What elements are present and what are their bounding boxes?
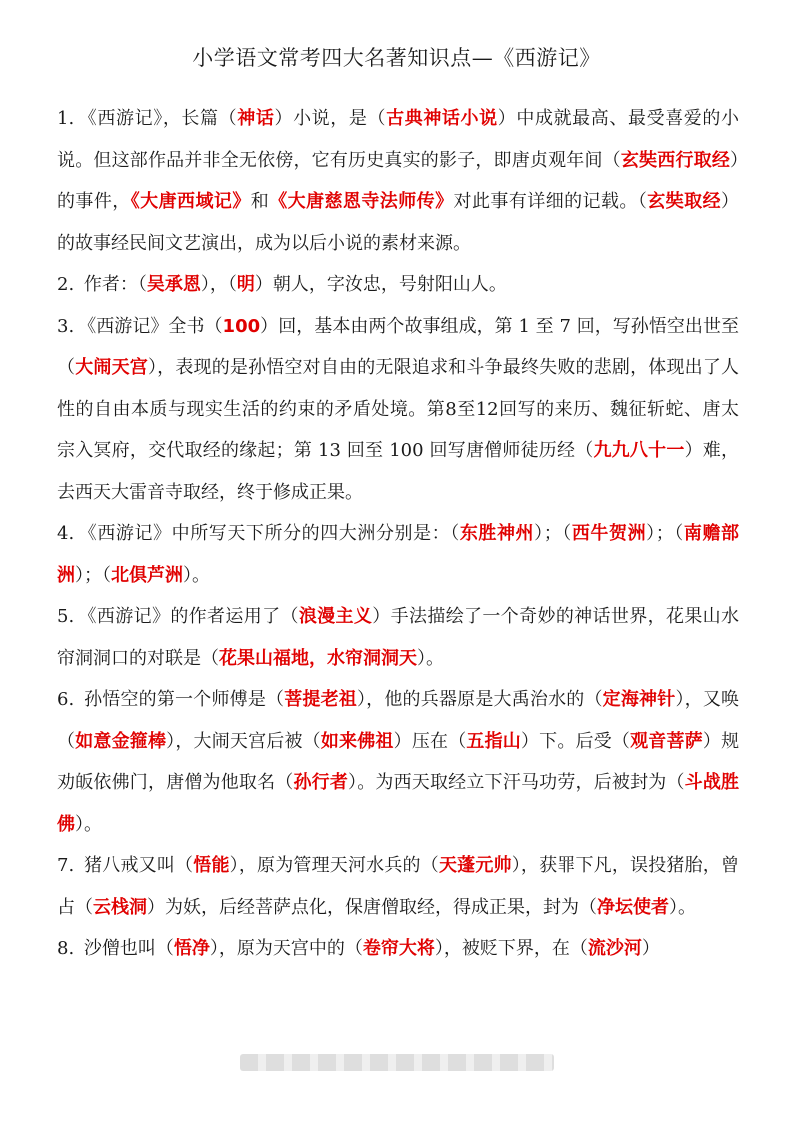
answer-text: 北俱芦洲 — [111, 564, 183, 586]
body-text: 《西游记》，长篇（ — [78, 108, 238, 129]
body-text: ）。 — [669, 896, 696, 918]
answer-text: 天蓬元帅 — [438, 855, 512, 876]
knowledge-item-7 — [57, 845, 739, 928]
body-text: ）。 — [75, 813, 102, 835]
body-text: ），原为天宫中的（ — [209, 938, 363, 959]
item-number: 8. — [57, 938, 75, 959]
body-text: ）；（ — [75, 564, 111, 586]
body-text: ）。 — [183, 564, 210, 586]
item-number: 3. — [57, 315, 75, 337]
answer-text: 云栈洞 — [93, 896, 147, 918]
body-text: 孙悟空的第一个师傅是（ — [78, 689, 285, 710]
body-text: 《西游记》中所写天下所分的四大洲分别是：（ — [78, 523, 460, 544]
body-text: ）的故事经民间文艺演出，成为以后小说的素材来源。 — [57, 191, 740, 254]
item-number: 5. — [57, 606, 75, 627]
answer-text: 净坛使者 — [597, 896, 669, 918]
knowledge-item-8 — [57, 928, 739, 970]
answer-text: 神话 — [237, 108, 275, 129]
item-number: 1. — [57, 108, 75, 129]
knowledge-item-6 — [57, 679, 739, 845]
answer-text: 流沙河 — [587, 938, 642, 959]
blurred-text-bar — [240, 1054, 554, 1071]
body-text: 《西游记》的作者运用了（ — [78, 606, 299, 627]
body-text: ）下。后受（ — [520, 730, 631, 752]
body-text: 对此事有详细的记载。（ — [453, 191, 648, 212]
body-text: ）手法描绘了一个奇妙的神话世界，花果山水帘洞洞口的对联是（ — [57, 606, 740, 669]
body-text: ）；（ — [646, 523, 684, 544]
body-text: ）；（ — [534, 523, 572, 544]
answer-text: 孙行者 — [293, 772, 349, 793]
body-text: ），表现的是孙悟空对自由的无限追求和斗争最终失败的悲剧，体现出了人性的自由本质与现实生活的约束的矛盾处境。第8至12回写的来历、魏征斩蛇、唐太宗入冥府，交代取经的缘起；第 13 回至 100 回写唐僧师徒历经（ — [57, 357, 740, 461]
body-text: ）难，去西天大雷音寺取经，终于修成正果。 — [57, 440, 739, 503]
knowledge-item-5 — [57, 596, 739, 679]
body-text: ），被贬下界，在（ — [434, 938, 588, 959]
body-text: ） — [641, 938, 660, 959]
answer-text: 悟能 — [193, 855, 230, 876]
answer-text: 定海神针 — [602, 689, 676, 710]
answer-text: 西牛贺洲 — [571, 523, 647, 544]
body-text: ）朝人，字汝忠，号射阳山人。 — [254, 274, 507, 295]
page-title: 小学语文常考四大名著知识点—《西游记》 — [192, 46, 601, 70]
answer-text: 斗战胜佛 — [57, 772, 740, 835]
knowledge-item-3 — [57, 306, 739, 514]
item-number: 7. — [57, 855, 75, 876]
answer-text: 100 — [222, 315, 261, 337]
knowledge-item-4 — [57, 513, 739, 596]
body-text: ），（ — [200, 274, 237, 295]
answer-text: 卷帘大将 — [362, 938, 435, 959]
answer-text: 如意金箍棒 — [75, 730, 167, 752]
body-text: ）回，基本由两个故事组成，第 1 至 7 回，写孙悟空出世至（ — [57, 315, 740, 378]
body-text: ），大闹天宫后被（ — [166, 730, 321, 752]
item-number: 2. — [57, 274, 75, 295]
answer-text: 玄奘取经 — [647, 191, 722, 212]
body-text: ），又唤（ — [57, 689, 740, 752]
body-text: 沙僧也叫（ — [78, 938, 174, 959]
body-text: ）压在（ — [393, 730, 467, 752]
answer-text: 《大唐西域记》 — [130, 191, 251, 212]
answer-text: 大闹天宫 — [75, 357, 148, 378]
answer-text: 浪漫主义 — [298, 606, 373, 627]
knowledge-item-2 — [57, 264, 739, 306]
answer-text: 《大唐慈恩寺法师传》 — [269, 191, 454, 212]
knowledge-item-1 — [57, 98, 739, 264]
answer-text: 九九八十一 — [593, 440, 685, 461]
answer-text: 明 — [236, 274, 255, 295]
body-text: ）为妖，后经菩萨点化，保唐僧取经，得成正果，封为（ — [147, 896, 597, 918]
content — [57, 98, 739, 970]
answer-text: 菩提老祖 — [284, 689, 357, 710]
item-number: 6. — [57, 689, 75, 710]
answer-text: 古典神话小说 — [386, 108, 498, 129]
bottom-fade — [0, 1022, 793, 1122]
body-text: ），原为管理天河水兵的（ — [229, 855, 439, 876]
body-text: ）。 — [417, 647, 444, 669]
answer-text: 五指山 — [466, 730, 521, 752]
body-text: 作者：（ — [78, 274, 147, 295]
body-text: ），他的兵器原是大禹治水的（ — [356, 689, 603, 710]
answer-text: 玄奘西行取经 — [620, 149, 731, 171]
body-text: ）中成就最高、最受喜爱的小说。但这部作品并非全无依傍，它有历史真实的影子，即唐贞观年间（ — [57, 108, 740, 171]
body-text: 猪八戒又叫（ — [78, 855, 194, 876]
answer-text: 观音菩萨 — [630, 730, 703, 752]
body-text: ）的事件， — [57, 149, 740, 212]
body-text: 《西游记》全书（ — [78, 315, 223, 337]
body-text: ）。为西天取经立下汗马功劳，后被封为（ — [348, 772, 685, 793]
answer-text: 悟净 — [173, 938, 210, 959]
answer-text: 吴承恩 — [146, 274, 201, 295]
body-text: ）规劝皈依佛门，唐僧为他取名（ — [57, 730, 740, 793]
body-text: 和 — [250, 191, 270, 212]
answer-text: 南赡部洲 — [57, 523, 740, 586]
answer-text: 东胜神州 — [459, 523, 535, 544]
answer-text: 花果山福地，水帘洞洞天 — [219, 647, 417, 669]
body-text: ）小说，是（ — [274, 108, 387, 129]
body-text: ），获罪下凡，误投猪胎，曾占（ — [57, 855, 739, 918]
answer-text: 如来佛祖 — [320, 730, 394, 752]
item-number: 4. — [57, 523, 75, 544]
